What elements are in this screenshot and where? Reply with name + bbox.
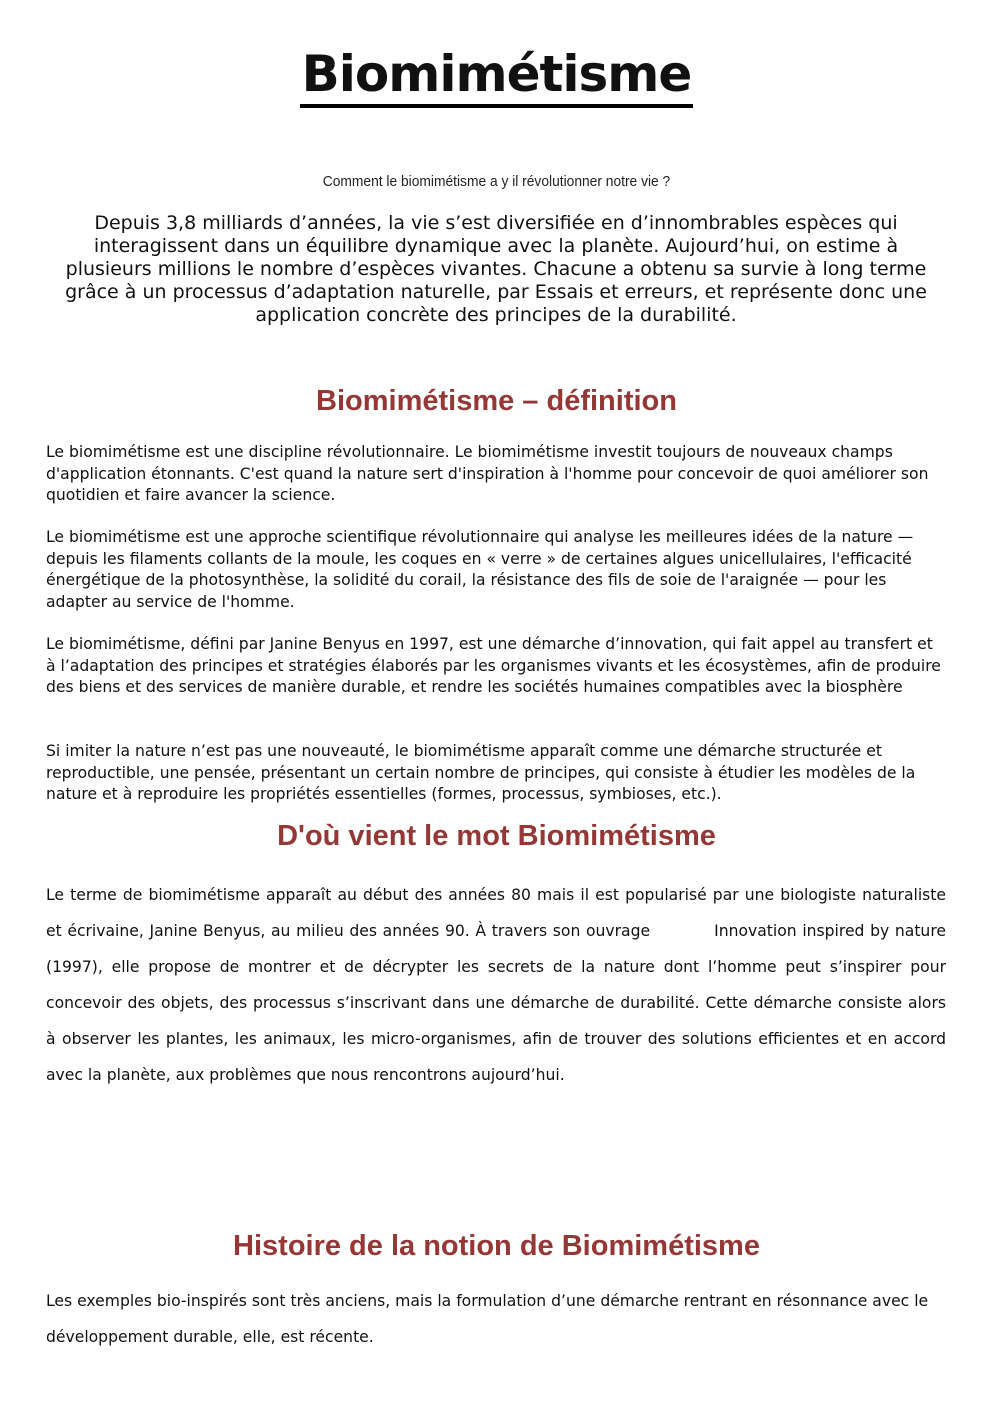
document-title: Biomimétisme [0,42,993,108]
section-heading-definition: Biomimétisme – définition [316,385,677,417]
history-paragraph: Les exemples bio-inspirés sont très anciens, mais la formulation d’une démarche rentrant en résonnance avec le développement durable, elle, est récente. [46,1292,929,1346]
section-heading-history: Histoire de la notion de Biomimétisme [233,1230,760,1262]
section-heading-origin: D'où vient le mot Biomimétisme [277,820,716,852]
definition-paragraph-1: Le biomimétisme est une discipline révolutionnaire. Le biomimétisme investit toujours de nouveaux champs d'application étonnants. C'est quand la nature sert d'inspiration à l'homme pour concevoir de quoi améliorer son quotidien et faire avancer la science. [46,443,929,505]
definition-paragraph-3: Le biomimétisme, défini par Janine Benyus en 1997, est une démarche d’innovation, qui fait appel au transfert et à l’adaptation des principes et stratégies élaborés par les organismes vivants et les écosystèmes, afin de produire des biens et des services de manière durable, et rendre les sociétés humaines compatibles avec la biosphère [46,635,941,697]
intro-paragraph: Depuis 3,8 milliards d’années, la vie s’est diversifiée en d’innombrables espèces qui interagissent dans un équilibre dynamique avec la planète. Aujourd’hui, on estime à plusieurs millions le nombre d’espèces vivantes. Chacune a obtenu sa survie à long terme grâce à un processus d’adaptation naturelle, par Essais et erreurs, et représente donc une application concrète des principes de la durabilité. [65,212,927,326]
origin-paragraph [46,877,946,1093]
definition-paragraph-2: Le biomimétisme est une approche scientifique révolutionnaire qui analyse les meilleures idées de la nature — depuis les filaments collants de la moule, les coques en « verre » de certaines algues unicellulaires, l'efficacité énergétique de la photosynthèse, la solidité du corail, la résistance des fils de soie de l'araignée — pour les adapter au service de l'homme. [46,528,914,612]
origin-paragraph-part1: Le terme de biomimétisme apparaît au début des années 80 mais il est popularisé par une biologiste naturaliste et écrivaine, Janine Benyus, au milieu des années 90. À travers son ouvrage [46,886,946,940]
definition-paragraph-4: Si imiter la nature n’est pas une nouveauté, le biomimétisme apparaît comme une démarche structurée et reproductible, une pensée, présentant un certain nombre de principes, qui consiste à étudier les modèles de la nature et à reproduire les propriétés essentielles (formes, processus, symbioses, etc.). [46,742,916,804]
origin-paragraph-part2: Innovation inspired by nature (1997), elle propose de montrer et de décrypter les secrets de la nature dont l’homme peut s’inspirer pour concevoir des objets, des processus s’inscrivant dans une démarche de durabilité. Cette démarche consiste alors à observer les plantes, les animaux, les micro-organismes, afin de trouver des solutions efficientes et en accord avec la planète, aux problèmes que nous rencontrons aujourd’hui. [46,922,946,1084]
document-subtitle: Comment le biomimétisme a y il révolutionner notre vie ? [322,173,671,190]
